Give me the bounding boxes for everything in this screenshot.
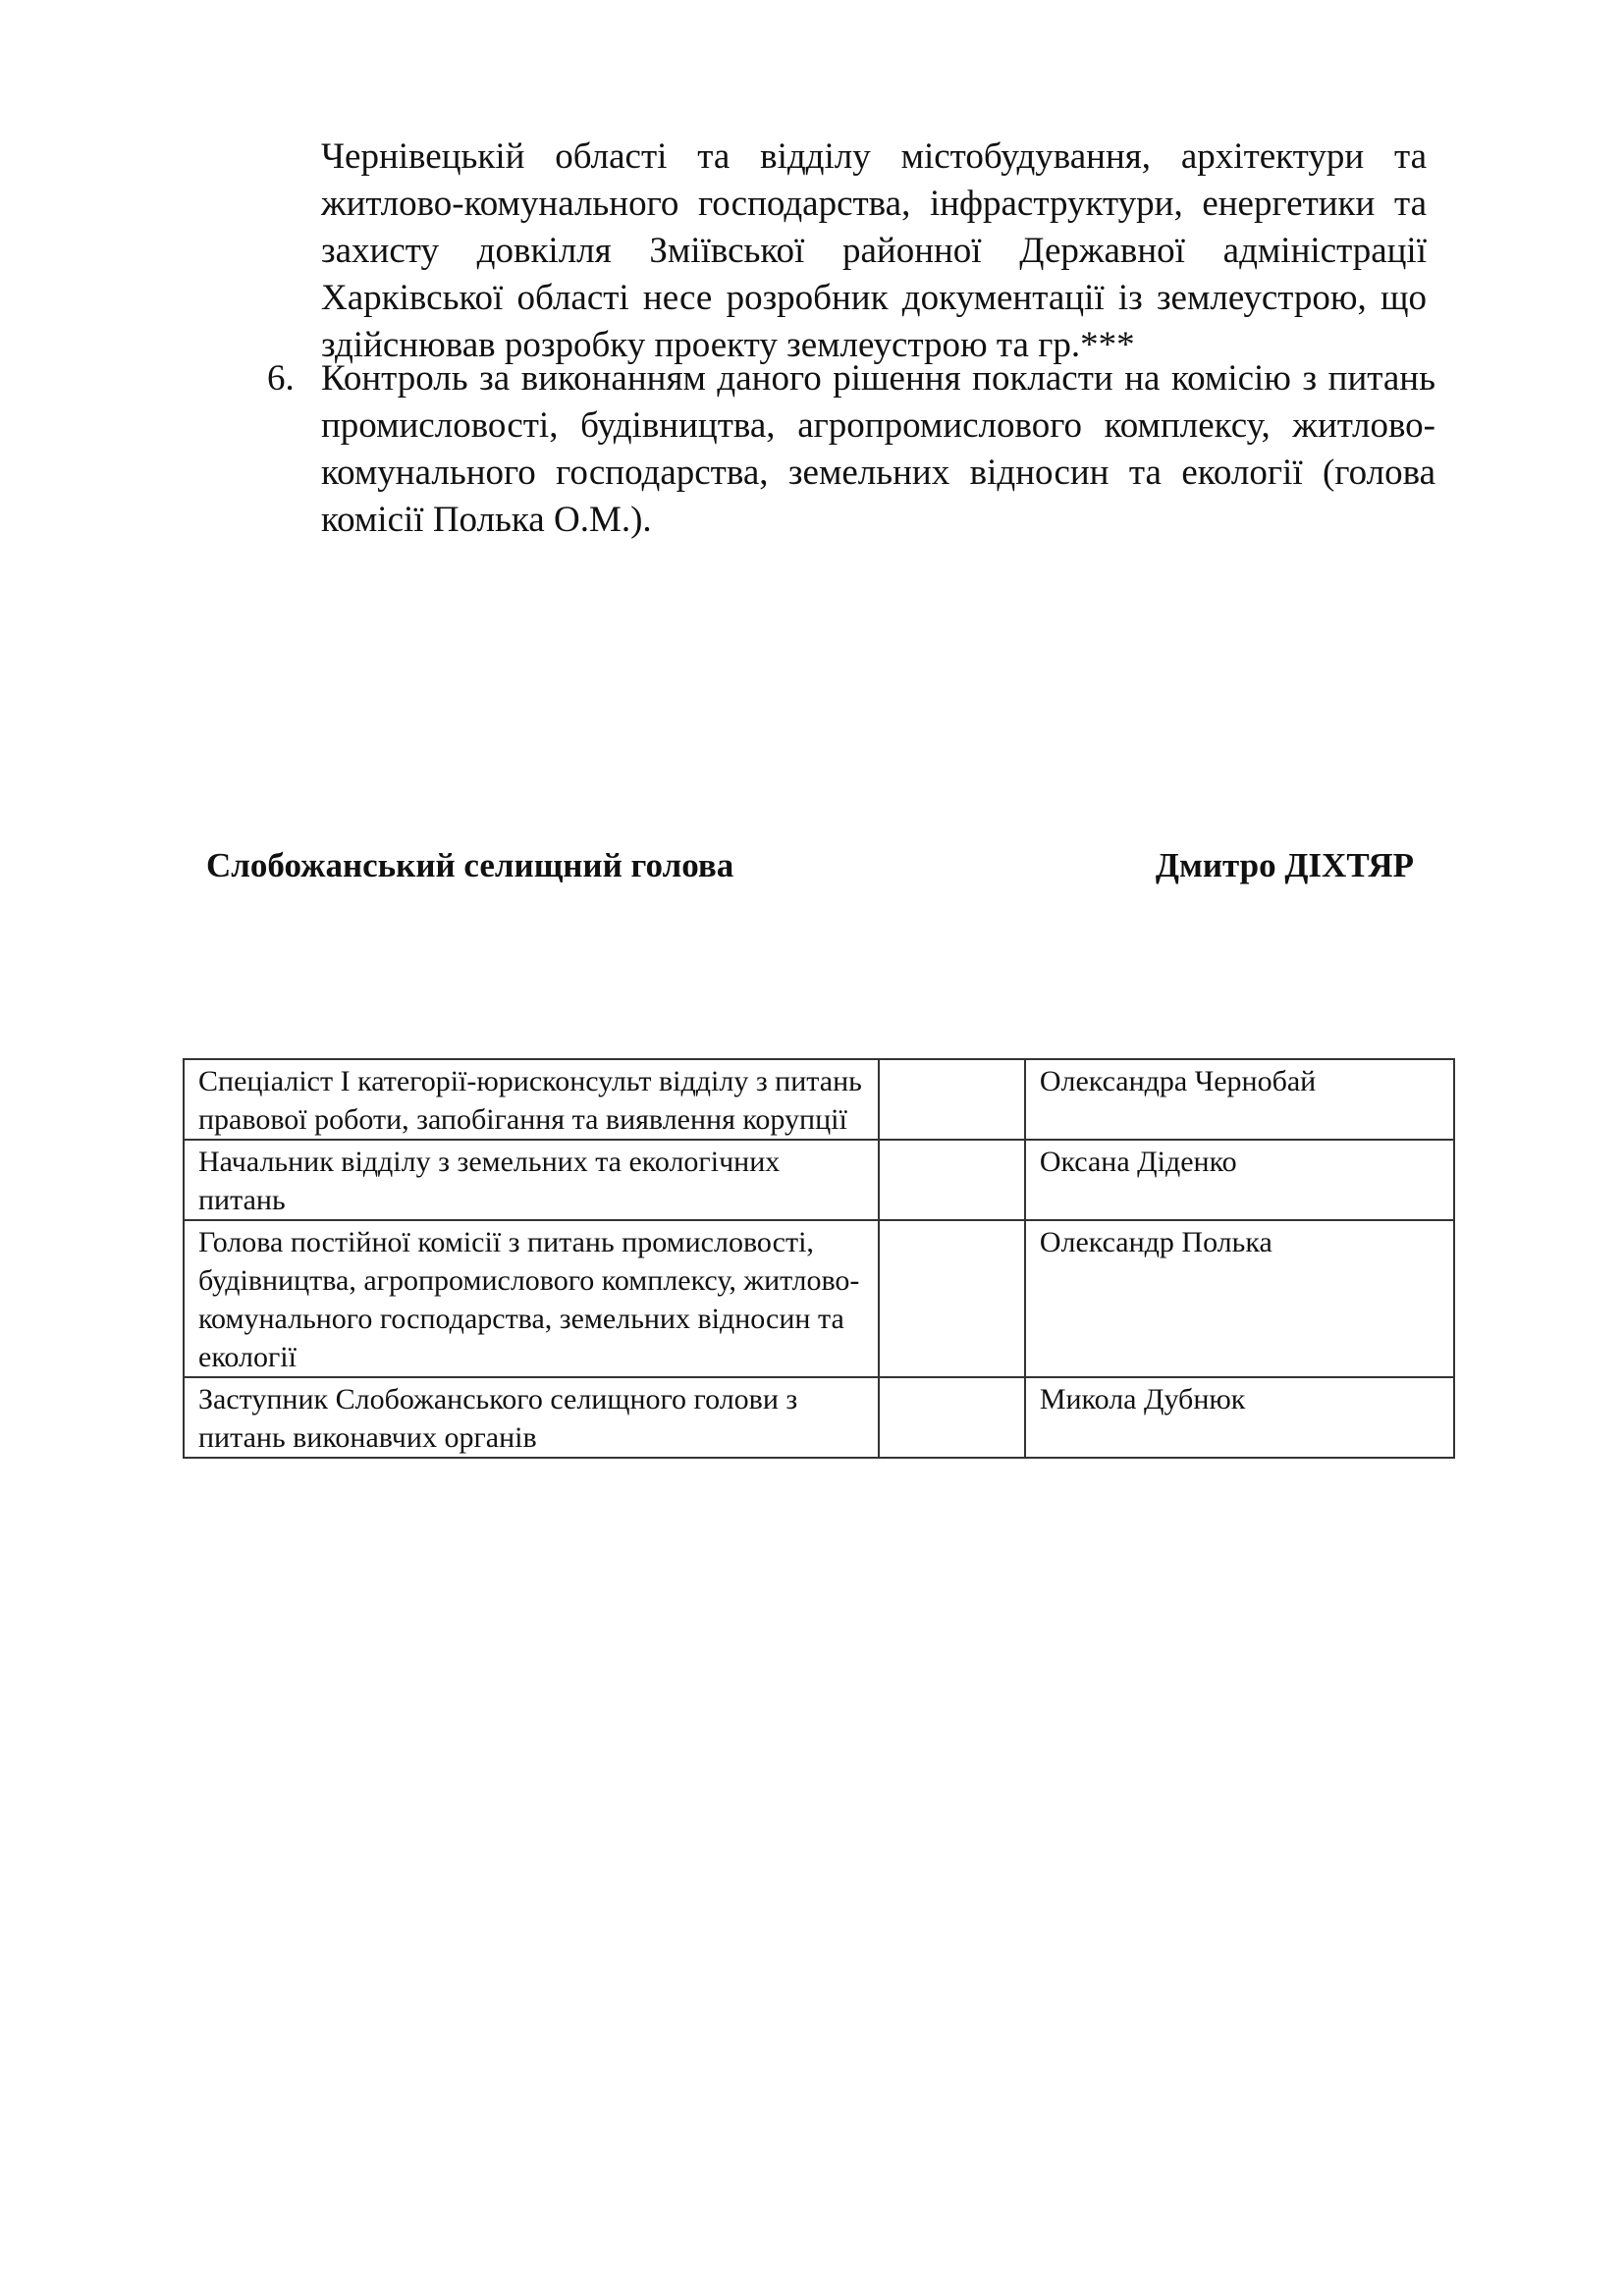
approver-position: Начальник відділу з земельних та екологічних питань (184, 1140, 879, 1220)
list-item-text: Контроль за виконанням даного рішення покласти на комісію з питань промисловості, будівництва, агропромислового комплексу, житлово-комунального господарства, земельних відносин та екології (голова комісії Полька О.М.). (321, 358, 1435, 540)
table-row (184, 1140, 1454, 1220)
approver-position: Заступник Слобожанського селищного голови з питань виконавчих органів (184, 1377, 879, 1458)
continuation-paragraph: Чернівецькій області та відділу містобудування, архітектури та житлово-комунального господарства, інфраструктури, енергетики та захисту довкілля Зміївської районної Державної адміністрації Харківської області несе розробник документації із землеустрою, що здійснював розробку проекту землеустрою та гр.*** (321, 136, 1427, 365)
approver-name: Олександр Полька (1025, 1220, 1454, 1377)
table-row (184, 1220, 1454, 1377)
signatory-name: Дмитро ДІХТЯР (1155, 846, 1414, 884)
approver-position: Спеціаліст І категорії-юрисконсульт відділу з питань правової роботи, запобігання та виявлення корупції (184, 1059, 879, 1140)
approver-name: Микола Дубнюк (1025, 1377, 1454, 1458)
table-row (184, 1059, 1454, 1140)
signature-cell (879, 1140, 1025, 1220)
table-row (184, 1377, 1454, 1458)
list-item-number: 6. (267, 358, 295, 399)
approver-name: Оксана Діденко (1025, 1140, 1454, 1220)
signature-cell (879, 1377, 1025, 1458)
signature-block (206, 846, 1414, 897)
approval-table (183, 1058, 1455, 1459)
signatory-title: Слобожанський селищний голова (206, 846, 734, 884)
approver-name: Олександра Чернобай (1025, 1059, 1454, 1140)
decision-item-6 (267, 355, 1435, 544)
signature-cell (879, 1220, 1025, 1377)
approver-position: Голова постійної комісії з питань промисловості, будівництва, агропромислового комплексу, житлово-комунального господарства, земельних відносин та екології (184, 1220, 879, 1377)
signature-cell (879, 1059, 1025, 1140)
